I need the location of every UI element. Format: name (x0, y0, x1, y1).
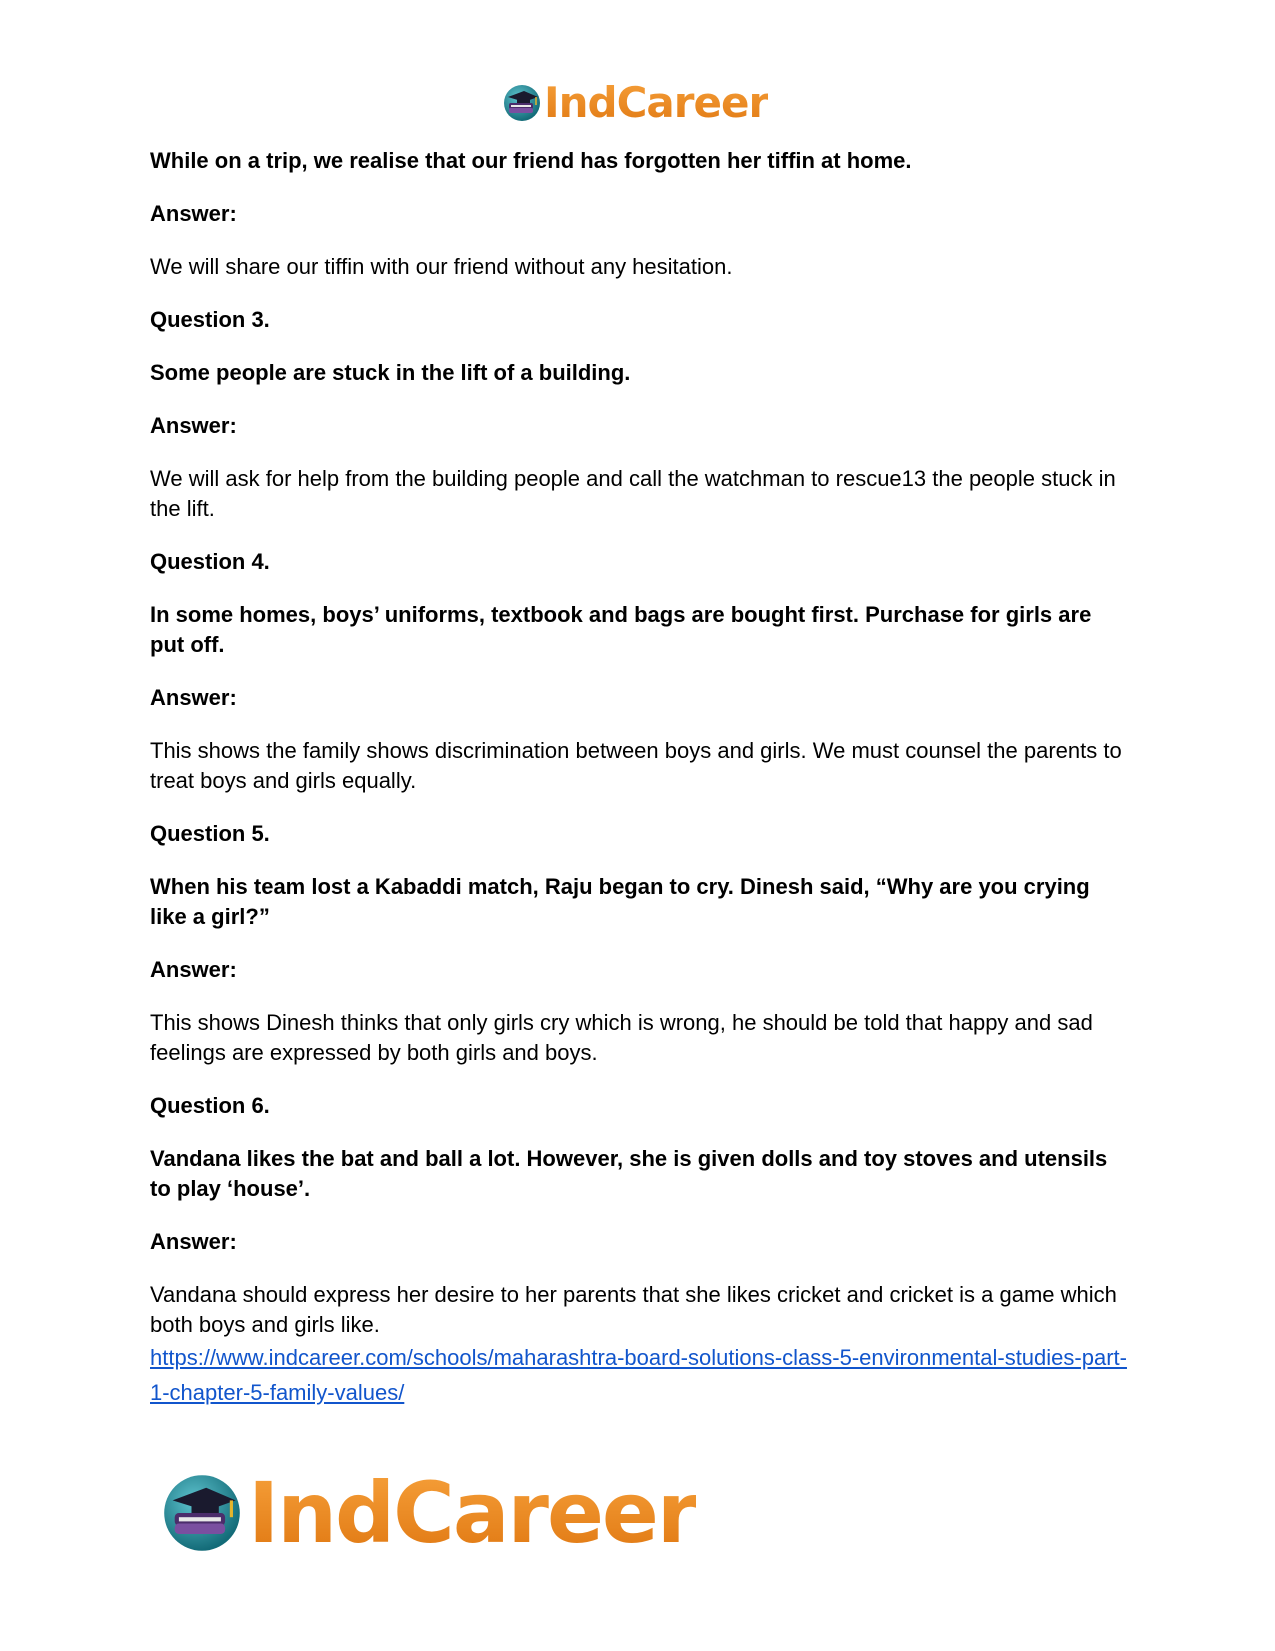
graduation-cap-book-icon (160, 1471, 244, 1555)
answer-label: Answer: (150, 957, 237, 982)
question-text: When his team lost a Kabaddi match, Raju began to cry. Dinesh said, “Why are you crying like a girl?” (150, 874, 1090, 929)
header-logo (502, 78, 768, 128)
answer-label: Answer: (150, 413, 237, 438)
question-label: Question 4. (150, 549, 270, 574)
question-label: Question 5. (150, 821, 270, 846)
graduation-cap-book-icon (502, 83, 542, 123)
answer-text: We will ask for help from the building people and call the watchman to rescue13 the people stuck in the lift. (150, 466, 1116, 521)
answer-label: Answer: (150, 685, 237, 710)
question-text: Some people are stuck in the lift of a building. (150, 360, 631, 385)
answer-label: Answer: (150, 1229, 237, 1254)
answer-text: This shows Dinesh thinks that only girls cry which is wrong, he should be told that happy and sad feelings are expressed by both girls and boys. (150, 1010, 1093, 1065)
logo-text: IndCareer (544, 78, 769, 127)
question-label: Question 6. (150, 1093, 270, 1118)
question-label: Question 3. (150, 307, 270, 332)
answer-text: This shows the family shows discrimination between boys and girls. We must counsel the parents to treat boys and girls equally. (150, 738, 1122, 793)
answer-label: Answer: (150, 201, 237, 226)
question-text: While on a trip, we realise that our friend has forgotten her tiffin at home. (150, 148, 912, 173)
answer-text: Vandana should express her desire to her parents that she likes cricket and cricket is a game which both boys and girls like. (150, 1282, 1117, 1337)
logo-text: IndCareer (248, 1464, 697, 1562)
document-body (150, 146, 1130, 1410)
source-link[interactable]: https://www.indcareer.com/schools/maharashtra-board-solutions-class-5-environmental-studies-part-1-chapter-5-family-values/ (150, 1345, 1127, 1405)
question-text: Vandana likes the bat and ball a lot. However, she is given dolls and toy stoves and utensils to play ‘house’. (150, 1146, 1108, 1201)
question-text: In some homes, boys’ uniforms, textbook and bags are bought first. Purchase for girls are put off. (150, 602, 1092, 657)
footer-logo (160, 1464, 697, 1562)
answer-text: We will share our tiffin with our friend without any hesitation. (150, 254, 733, 279)
